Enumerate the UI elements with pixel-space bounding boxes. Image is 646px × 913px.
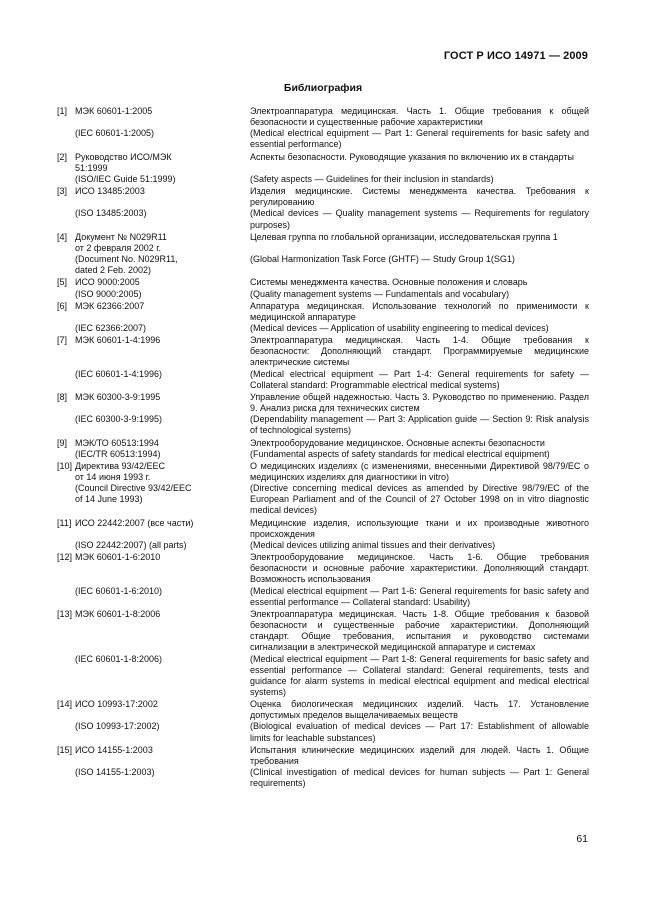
entry-number: [4] — [57, 231, 68, 242]
bibliography-entry — [57, 277, 589, 299]
entry-row — [57, 277, 589, 288]
entry-number: [15] — [57, 744, 73, 755]
entry-number: [10] — [57, 460, 73, 471]
standard-designation: МЭК 60300-3-9:1995 — [75, 391, 161, 402]
standard-title: Управление общей надежностью. Часть 3. Руководство по применению. Раздел 9. Анализ риска для технических систем — [250, 391, 589, 414]
standard-title: Аспекты безопасности. Руководящие указания по включению их в стандарты — [250, 151, 574, 162]
entry-number — [57, 208, 75, 230]
bibliography-entry — [57, 609, 589, 698]
standard-designation: (ISO/IEC Guide 51:1999) — [75, 173, 176, 184]
entry-number: [14] — [57, 699, 73, 710]
entry-number: [8] — [57, 391, 68, 402]
entry-number — [57, 128, 75, 150]
standard-title: Медицинские изделия, использующие ткани и их производные животного происхождения — [250, 517, 589, 539]
entry-number: [2] — [57, 151, 68, 162]
standard-designation: ИСО 9000:2005 — [75, 277, 140, 288]
entry-number: [12] — [57, 552, 73, 563]
entry-number: [3] — [57, 186, 68, 197]
standard-title: (Medical electrical equipment — Part 1-8: General requirements for basic safety and essential performance — Collateral standard: General requirements, tests and guidance for alarm systems in medical electrical equipment and medical electrical systems) — [250, 653, 589, 697]
bibliography-entry — [57, 106, 589, 151]
entry-number: [7] — [57, 335, 68, 346]
standard-title: О медицинских изделиях (с изменениями, внесенными Директивой 98/79/ЕС о медицинских изделиях для диагностики in vitro) — [250, 460, 589, 482]
entry-row — [57, 540, 589, 551]
entry-row — [57, 152, 589, 174]
entry-row — [57, 323, 589, 334]
entry-row — [57, 369, 589, 391]
standard-title: (Quality management systems — Fundamentals and vocabulary) — [250, 288, 510, 299]
entry-number: [5] — [57, 277, 68, 288]
standard-title: (Medical devices utilizing animal tissues and their derivatives) — [250, 539, 496, 550]
standard-designation: (ISO 22442:2007) (all parts) — [75, 539, 187, 550]
standard-designation: (IEC/TR 60513:1994) — [75, 448, 161, 459]
standard-title: Электроаппаратура медицинская. Часть 1-8. Общие требования к базовой безопасности и существенные рабочие характеристики. Дополняющий стандарт. Общие требования, испытания и руководство системами сигнализации в электрической медицинской аппаратуре и системах — [250, 608, 589, 653]
standard-designation: (IEC 60601-1-8:2006) — [75, 653, 163, 664]
standard-designation: (Document No. N029R11, dated 2 Feb. 2002) — [75, 254, 178, 276]
entry-number: [1] — [57, 106, 68, 116]
standard-title: Электроаппаратура медицинская. Часть 1-4. Общие требования к безопасности: Дополняющий стандарт. Программируемые медицинские электрические системы — [250, 335, 589, 368]
entry-number — [57, 540, 75, 551]
entry-row — [57, 106, 589, 128]
entry-row — [57, 174, 589, 185]
standard-designation: ИСО 22442:2007 (все части) — [75, 517, 194, 528]
entry-number — [57, 289, 75, 300]
entry-row — [57, 414, 589, 436]
standard-title: Системы менеджмента качества. Основные положения и словарь — [250, 277, 528, 288]
standard-title: (Medical devices — Quality management systems — Requirements for regulatory purposes) — [250, 208, 589, 230]
standard-designation: (ISO 13485:2003) — [75, 208, 147, 219]
standard-title: (Medical electrical equipment — Part 1-4: General requirements for safety — Collateral standard: Programmable electrical medical systems) — [250, 368, 589, 390]
entry-number: [9] — [57, 437, 68, 448]
standard-title: (Global Harmonization Task Force (GHTF) — Study Group 1(SG1) — [250, 254, 515, 265]
bibliography-entry — [57, 745, 589, 790]
entry-row — [57, 438, 589, 449]
bibliography-entry — [57, 518, 589, 551]
standard-title: Целевая группа по глобальной организации, исследовательская группа 1 — [250, 231, 558, 242]
entry-number — [57, 586, 75, 608]
bibliography-entry — [57, 186, 589, 231]
entry-row — [57, 461, 589, 483]
entry-row — [57, 208, 589, 230]
entry-number — [57, 449, 75, 460]
standard-designation: МЭК 60601-1-8:2006 — [75, 608, 161, 619]
entry-row — [57, 609, 589, 654]
standard-title: Электрооборудование медицинское. Часть 1-6. Общие требования безопасности и основные рабочие характеристики. Дополняющий стандарт. Возможность использования — [250, 552, 589, 585]
entry-number — [57, 254, 75, 276]
bibliography-entry — [57, 335, 589, 391]
standard-designation: (IEC 60601-1-6:2010) — [75, 585, 163, 596]
standard-title: Оценка биологическая медицинских изделий. Часть 17. Установление допустимых пределов выщелачиваемых веществ — [250, 699, 589, 721]
entry-number — [57, 767, 75, 789]
standard-designation: ИСО 10993-17:2002 — [75, 699, 158, 710]
entry-row — [57, 745, 589, 767]
bibliography-entry — [57, 461, 589, 517]
standard-designation: (IEC 60601-1-4:1996) — [75, 368, 163, 379]
entry-number — [57, 721, 75, 743]
page-number: 61 — [576, 833, 588, 845]
bibliography-entry — [57, 392, 589, 437]
entry-row — [57, 254, 589, 276]
standard-title: Электрооборудование медицинское. Основные аспекты безопасности — [250, 437, 545, 448]
standard-designation: МЭК 60601-1-6:2010 — [75, 552, 161, 563]
entry-row — [57, 232, 589, 254]
standard-title: (Directive concerning medical devices as amended by Directive 98/79/EC of the European Parliament and of the Council of 27 October 1998 on in vitro diagnostic medical devices) — [250, 483, 589, 516]
standard-designation: МЭК/ТО 60513:1994 — [75, 437, 159, 448]
standard-designation: (IEC 60300-3-9:1995) — [75, 414, 163, 425]
entry-row — [57, 289, 589, 300]
entry-row — [57, 301, 589, 323]
entry-row — [57, 518, 589, 540]
document-header: ГОСТ Р ИСО 14971 — 2009 — [443, 50, 588, 62]
standard-title: (Safety aspects — Guidelines for their inclusion in standards) — [250, 173, 494, 184]
entry-number — [57, 174, 75, 185]
standard-designation: (ISO 14155-1:2003) — [75, 767, 155, 778]
standard-title: (Medical electrical equipment — Part 1: General requirements for basic safety and essential performance) — [250, 128, 589, 150]
bibliography-entry — [57, 699, 589, 744]
standard-title: (Dependability management — Part 3: Application guide — Section 9: Risk analysis of technological systems) — [250, 414, 589, 436]
standard-title: (Medical electrical equipment — Part 1-6: General requirements for basic safety and essential performance — Collateral standard: Usability) — [250, 585, 589, 607]
entry-row — [57, 128, 589, 150]
bibliography-entry — [57, 152, 589, 185]
standard-designation: МЭК 60601-1:2005 — [75, 106, 153, 116]
standard-title: Электроаппаратура медицинская. Часть 1. Общие требования к общей безопасности и существенные рабочие характеристики — [250, 106, 589, 128]
entry-number: [13] — [57, 608, 73, 619]
standard-designation: (ISO 10993-17:2002) — [75, 721, 160, 732]
entry-row — [57, 449, 589, 460]
standard-designation: Директива 93/42/ЕЕС от 14 июня 1993 г. — [75, 460, 166, 482]
entry-row — [57, 586, 589, 608]
standard-designation: Документ № N029R11 от 2 февраля 2002 г. — [75, 231, 167, 253]
bibliography-entry — [57, 438, 589, 460]
entry-row — [57, 699, 589, 721]
entry-number — [57, 323, 75, 334]
standard-designation: ИСО 13485:2003 — [75, 186, 145, 197]
standard-designation: Руководство ИСО/МЭК 51:1999 — [75, 151, 172, 173]
entry-row — [57, 552, 589, 585]
entry-number — [57, 483, 75, 516]
entry-row — [57, 721, 589, 743]
standard-title: (Medical devices — Application of usability engineering to medical devices) — [250, 322, 549, 333]
page-title: Библиография — [283, 82, 363, 94]
entry-row — [57, 335, 589, 368]
standard-designation: (ISO 9000:2005) — [75, 288, 142, 299]
bibliography-entry — [57, 301, 589, 334]
entry-number — [57, 654, 75, 699]
entry-number — [57, 414, 75, 436]
entry-row — [57, 767, 589, 789]
standard-title: (Biological evaluation of medical devices — Part 17: Establishment of allowable limits for leachable substances) — [250, 721, 589, 743]
entry-row — [57, 186, 589, 208]
bibliography-entry — [57, 232, 589, 277]
standard-designation: МЭК 62366:2007 — [75, 300, 145, 311]
entry-row — [57, 654, 589, 699]
bibliography-list — [57, 106, 589, 790]
standard-title: (Fundamental aspects of safety standards for medical electrical equipment) — [250, 448, 550, 459]
standard-designation: МЭК 60601-1-4:1996 — [75, 335, 161, 346]
standard-title: Аппаратура медицинская. Использование технологий по применимости к медицинской аппаратуре — [250, 300, 589, 322]
entry-row — [57, 392, 589, 414]
entry-number: [11] — [57, 517, 72, 528]
entry-number — [57, 369, 75, 391]
standard-title: (Clinical investigation of medical devices for human subjects — Part 1: General requirements) — [250, 767, 589, 789]
standard-title: Испытания клинические медицинских изделий для людей. Часть 1. Общие требования — [250, 744, 589, 766]
entry-row — [57, 483, 589, 516]
bibliography-entry — [57, 552, 589, 608]
entry-number: [6] — [57, 300, 68, 311]
standard-designation: (IEC 62366:2007) — [75, 322, 147, 333]
standard-designation: (IEC 60601-1:2005) — [75, 128, 155, 139]
standard-designation: (Council Directive 93/42/EEC of 14 June 1993) — [75, 483, 192, 505]
standard-designation: ИСО 14155-1:2003 — [75, 744, 153, 755]
standard-title: Изделия медицинские. Системы менеджмента качества. Требования к регулированию — [250, 186, 589, 208]
